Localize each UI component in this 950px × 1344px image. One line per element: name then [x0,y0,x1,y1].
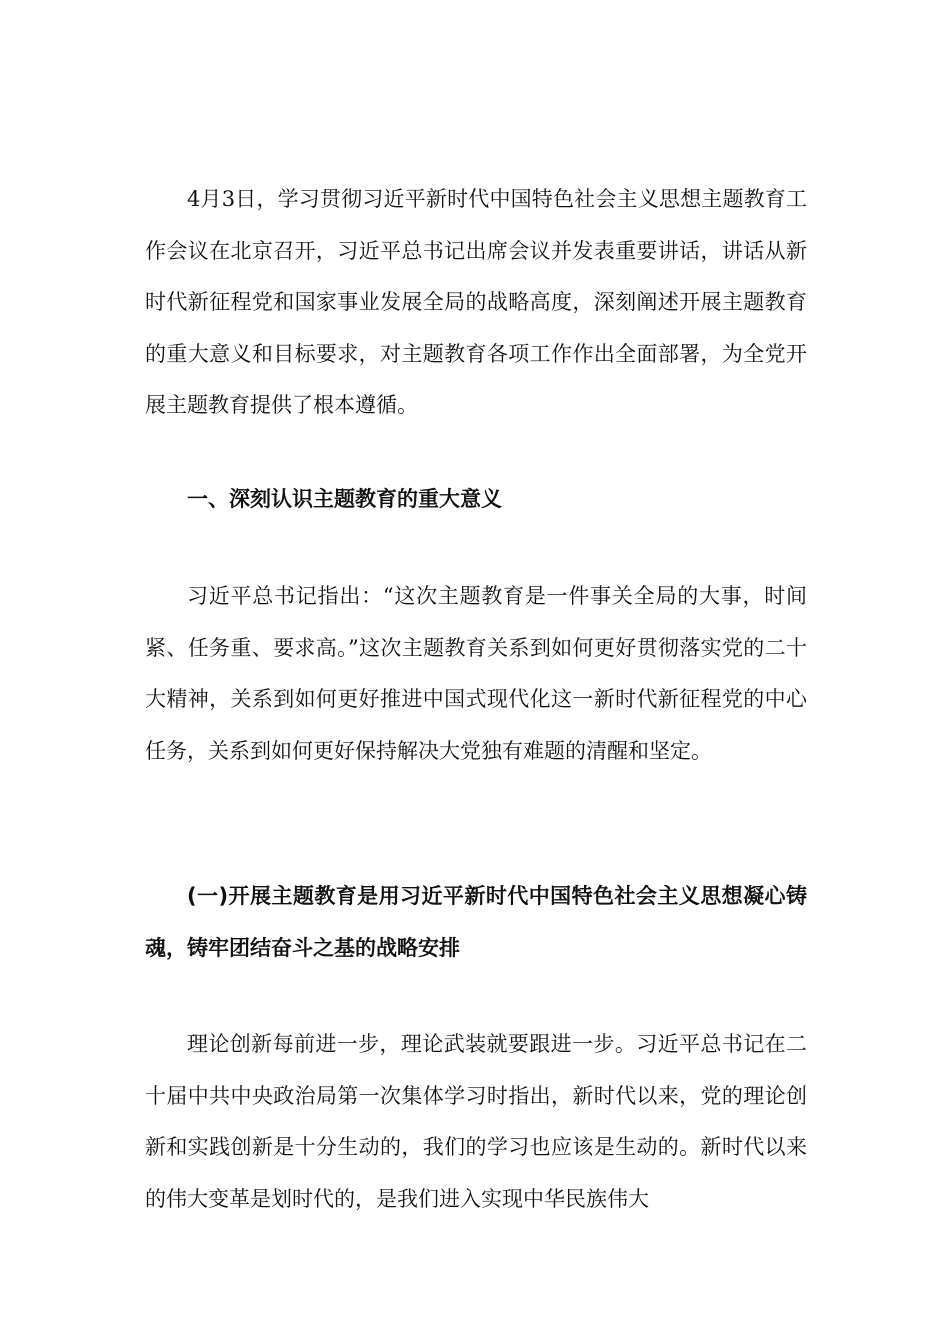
intro-paragraph: 4月3日，学习贯彻习近平新时代中国特色社会主义思想主题教育工作会议在北京召开，习近平总书记出席会议并发表重要讲话，讲话从新时代新征程党和国家事业发展全局的战略高度，深刻阐述开展主题教育的重大意义和目标要求，对主题教育各项工作作出全面部署，为全党开展主题教育提供了根本遵循。 [145,187,807,417]
subsection-heading: (一)开展主题教育是用习近平新时代中国特色社会主义思想凝心铸魂，铸牢团结奋斗之基的战略安排 [145,884,807,960]
section-heading: 一、深刻认识主题教育的重大意义 [187,487,502,511]
section-paragraph: 习近平总书记指出：“这次主题教育是一件事关全局的大事，时间紧、任务重、要求高。”这次主题教育关系到如何更好贯彻落实党的二十大精神，关系到如何更好推进中国式现代化这一新时代新征程党的中心任务，关系到如何更好保持解决大党独有难题的清醒和坚定。 [145,584,807,763]
subsection-paragraph: 理论创新每前进一步，理论武装就要跟进一步。习近平总书记在二十届中共中央政治局第一次集体学习时指出，新时代以来，党的理论创新和实践创新是十分生动的，我们的学习也应该是生动的。新时代以来的伟大变革是划时代的，是我们进入实现中华民族伟大 [145,1032,807,1211]
